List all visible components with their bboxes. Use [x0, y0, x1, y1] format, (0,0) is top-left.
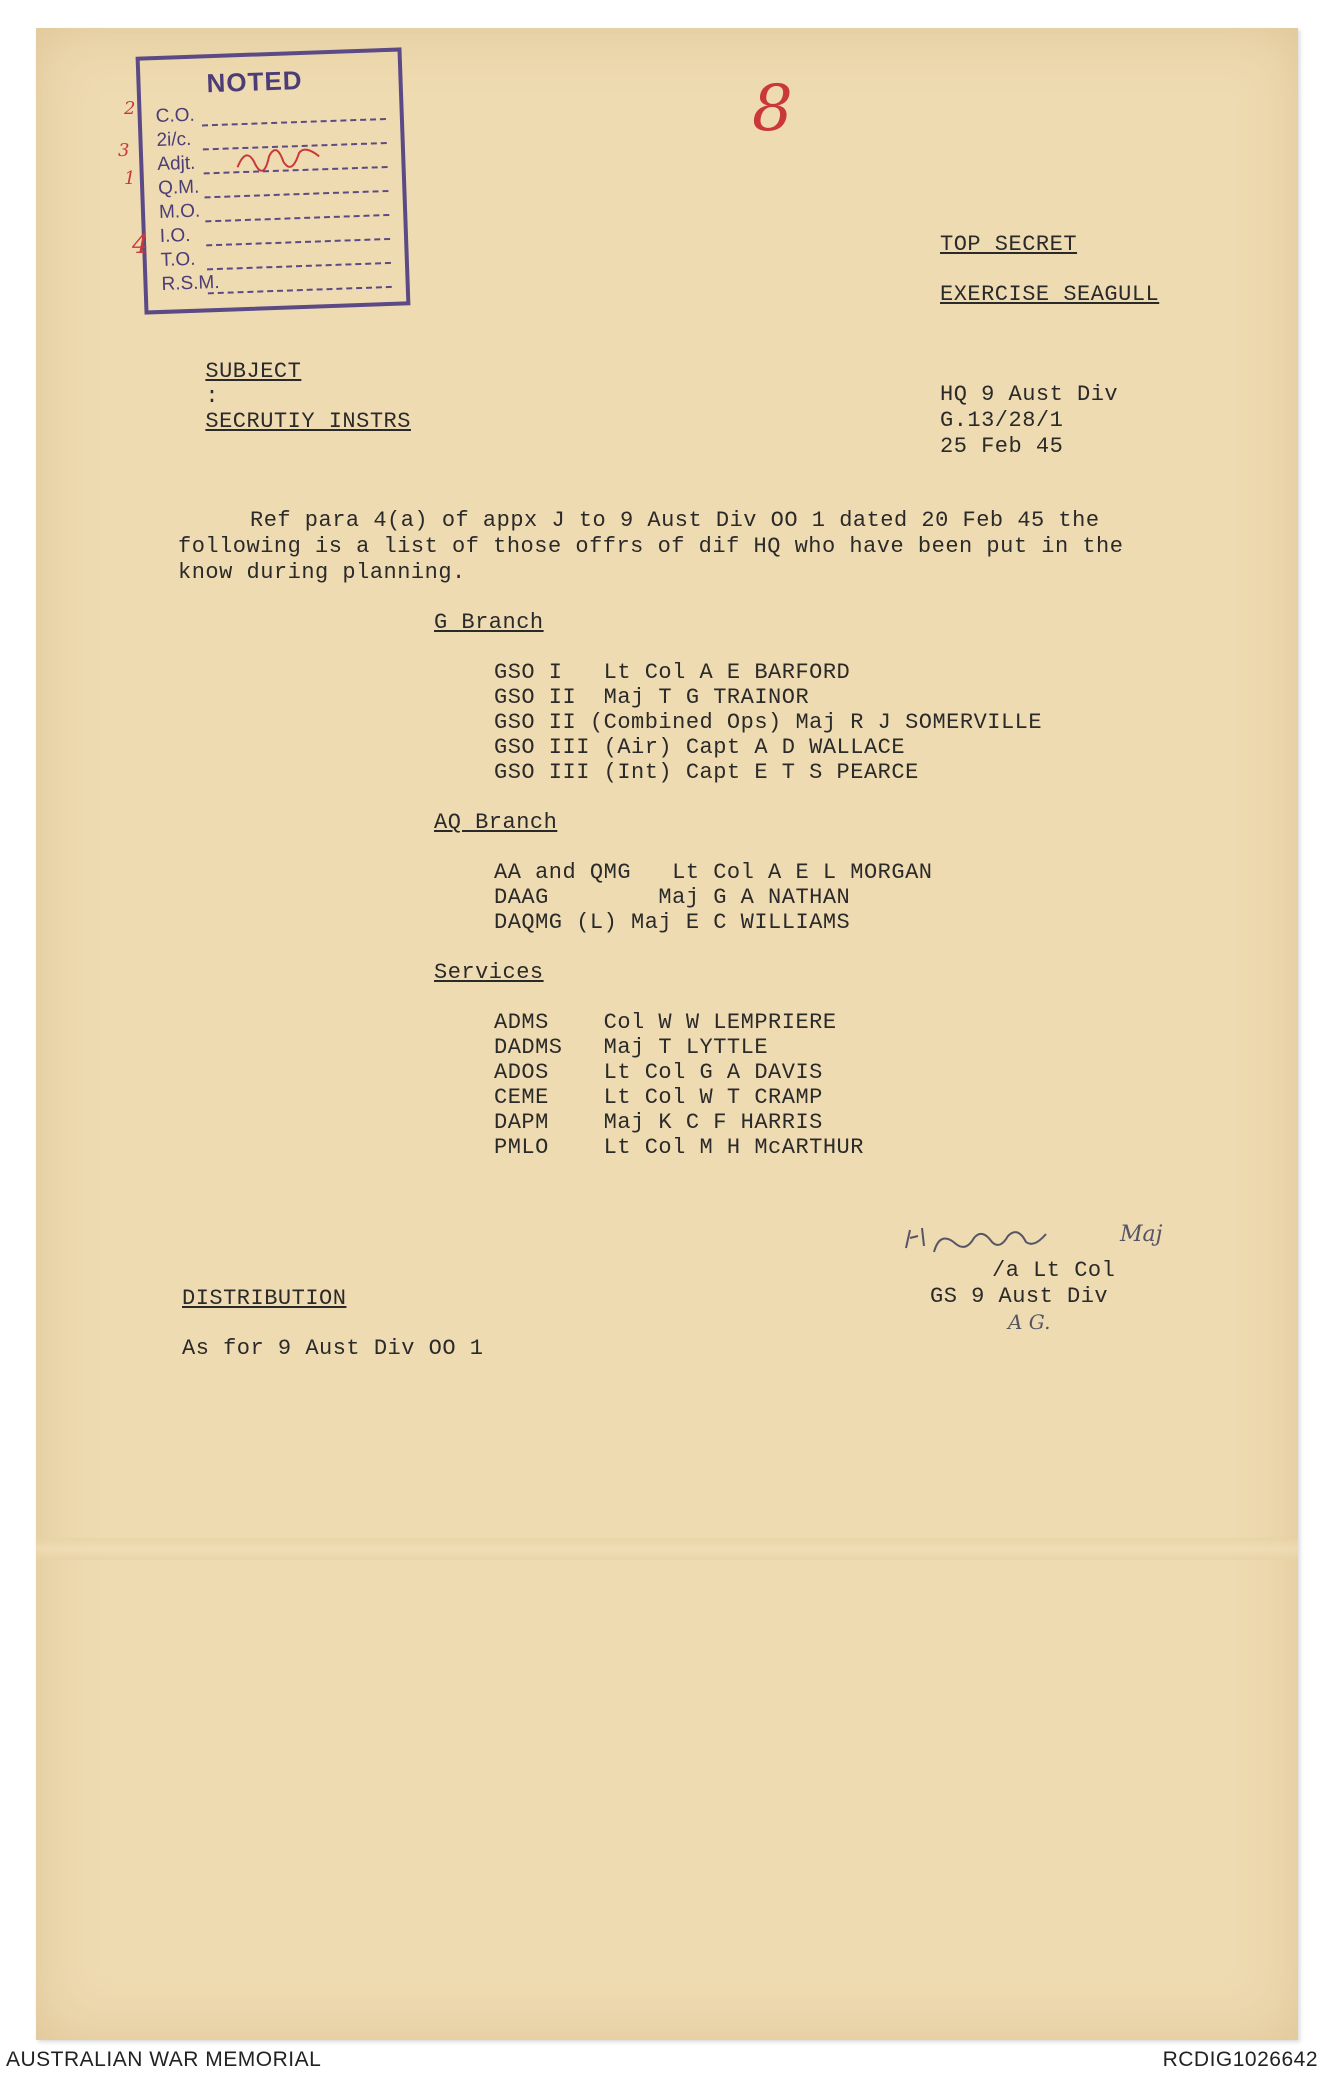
stamp-line-rsm: R.S.M. [161, 271, 220, 295]
officer-row: GSO II (Combined Ops) Maj R J SOMERVILLE [494, 710, 1043, 735]
officer-row: GSO III (Air) Capt A D WALLACE [494, 735, 906, 760]
distribution-heading: DISTRIBUTION [182, 1286, 347, 1311]
section-heading-aq-branch: AQ Branch [434, 810, 558, 835]
margin-mark: 2 [124, 98, 136, 119]
stamp-rule [208, 286, 392, 294]
stamp-line-qm: Q.M. [157, 176, 200, 200]
red-initials-scrawl [233, 138, 324, 181]
officer-row: ADMS Col W W LEMPRIERE [494, 1010, 837, 1035]
margin-mark: 3 [118, 140, 130, 161]
document-date: 25 Feb 45 [940, 434, 1064, 459]
section-heading-services: Services [434, 960, 544, 985]
stamp-line-co: C.O. [155, 104, 196, 128]
stamp-line-io: I.O. [159, 224, 191, 247]
signature-line: GS 9 Aust Div [930, 1284, 1109, 1309]
officer-row: DAPM Maj K C F HARRIS [494, 1110, 823, 1135]
signature-line: /a Lt Col [992, 1258, 1116, 1283]
stamp-title: NOTED [206, 64, 304, 99]
distribution-text: As for 9 Aust Div OO 1 [182, 1336, 484, 1361]
stamp-line-2ic: 2i/c. [156, 128, 192, 152]
officer-row: PMLO Lt Col M H McARTHUR [494, 1135, 864, 1160]
officer-row: GSO I Lt Col A E BARFORD [494, 660, 851, 685]
stamp-rule [205, 214, 389, 222]
officer-row: AA and QMG Lt Col A E L MORGAN [494, 860, 933, 885]
paper-fold-crease [36, 1538, 1298, 1560]
officer-row: GSO III (Int) Capt E T S PEARCE [494, 760, 919, 785]
body-line: Ref para 4(a) of appx J to 9 Aust Div OO 1 dated 20 Feb 45 the [250, 508, 1100, 533]
officer-row: DAQMG (L) Maj E C WILLIAMS [494, 910, 851, 935]
reference-number: G.13/28/1 [940, 408, 1064, 433]
subject-label: SUBJECT [205, 359, 302, 384]
hq-line: HQ 9 Aust Div [940, 382, 1119, 407]
signature-initials: A G. [1008, 1310, 1051, 1334]
subject-line [178, 334, 411, 434]
noted-stamp [136, 47, 411, 314]
body-line: following is a list of those offrs of dif HQ who have been put in the [178, 534, 1124, 559]
section-heading-g-branch: G Branch [434, 610, 544, 635]
stamp-line-to: T.O. [160, 248, 196, 271]
subject-text: SECRUTIY INSTRS [205, 409, 411, 434]
officer-row: GSO II Maj T G TRAINOR [494, 685, 810, 710]
footer-catalogue-id: RCDIG1026642 [1162, 2048, 1318, 2071]
footer-source: AUSTRALIAN WAR MEMORIAL [6, 2048, 322, 2071]
stamp-line-adjt: Adjt. [156, 152, 196, 176]
body-line: know during planning. [178, 560, 466, 585]
officer-row: DAAG Maj G A NATHAN [494, 885, 851, 910]
subject-separator: : [205, 384, 220, 409]
classification: TOP SECRET [940, 232, 1078, 257]
stamp-rule [202, 118, 386, 126]
exercise-name: EXERCISE SEAGULL [940, 282, 1160, 307]
officer-row: CEME Lt Col W T CRAMP [494, 1085, 823, 1110]
officer-row: DADMS Maj T LYTTLE [494, 1035, 769, 1060]
officer-row: ADOS Lt Col G A DAVIS [494, 1060, 823, 1085]
stamp-line-mo: M.O. [158, 200, 201, 223]
stamp-rule [204, 190, 388, 198]
page-number: 8 [752, 72, 793, 146]
margin-mark: 1 [124, 168, 136, 189]
margin-mark: 4 [132, 230, 149, 260]
signature-rank: Maj [1120, 1222, 1163, 1247]
stamp-rule [206, 238, 390, 246]
stamp-rule [207, 262, 391, 270]
